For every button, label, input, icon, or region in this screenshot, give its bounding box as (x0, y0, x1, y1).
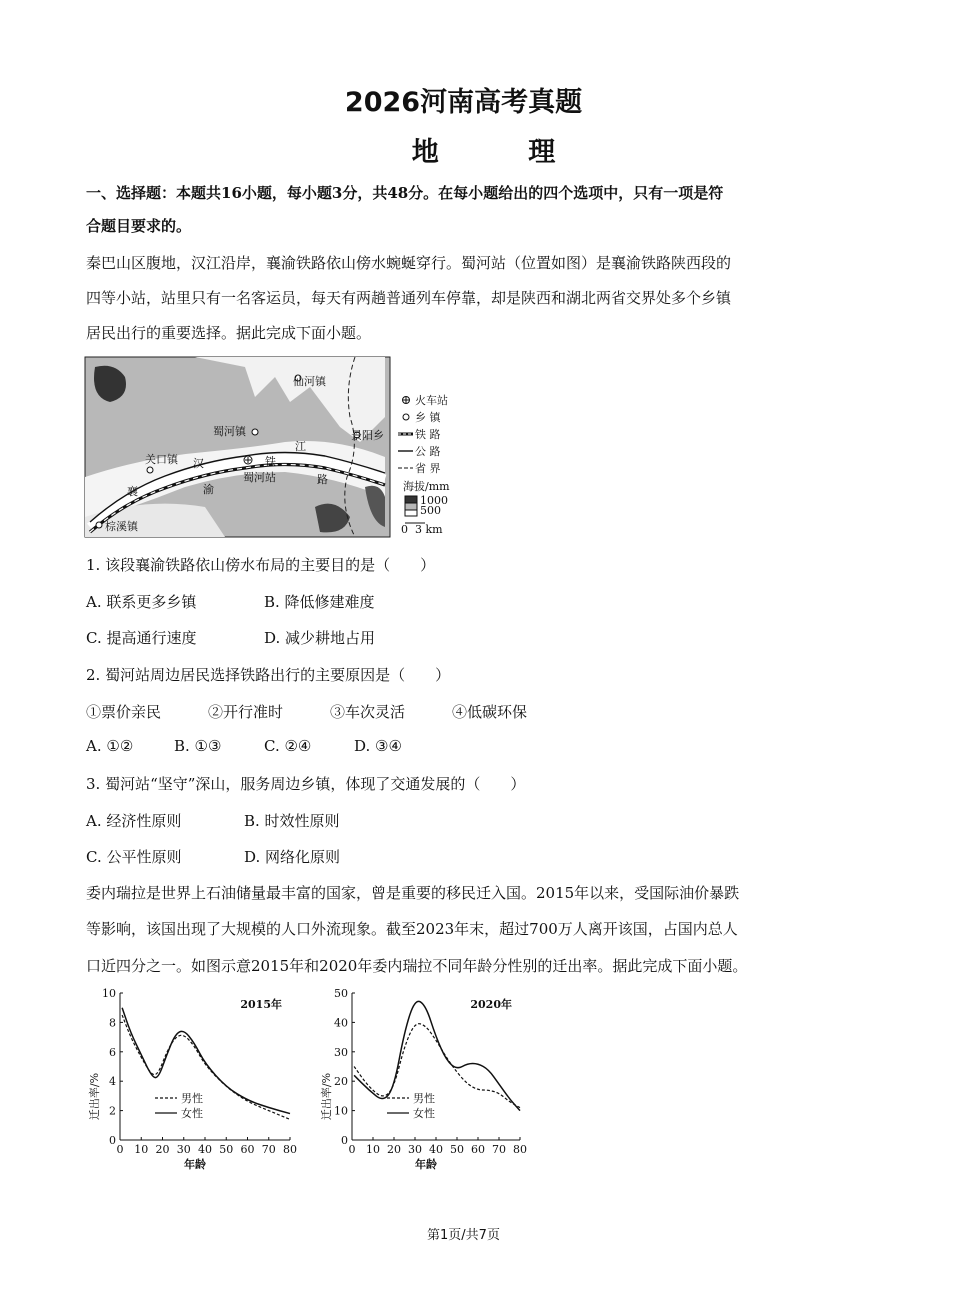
q3-stem: 3. 蜀河站“坚守”深山，服务周边乡镇，体现了交通发展的（ ） (86, 775, 526, 793)
q2-options (86, 737, 846, 755)
legend-station-label: 火车站 (415, 394, 448, 407)
map-figure (85, 357, 450, 539)
charts-figure (85, 985, 525, 1175)
legend-elev-0-swatch (405, 510, 417, 516)
label-guankou: 关口镇 (145, 453, 178, 466)
label-lu: 路 (317, 473, 328, 486)
chart0-x-tick-label: 10 (134, 1143, 149, 1156)
legend-elev-500-label: 500 (420, 504, 441, 517)
chart0-title: 2015年 (240, 998, 282, 1011)
q3-options-cd (86, 846, 846, 867)
chart1-x-tick-label: 40 (429, 1143, 443, 1156)
chart0-y-tick-label: 8 (109, 1016, 116, 1030)
q3-option-b[interactable]: B. 时效性原则 (244, 812, 340, 830)
q2-option-c[interactable]: C. ②④ (264, 737, 312, 755)
chart0-y-tick-label: 2 (109, 1104, 116, 1118)
label-jiang: 江 (295, 440, 306, 453)
chart1-x-tick-label: 50 (450, 1143, 464, 1156)
q1-option-b[interactable]: B. 降低修建难度 (264, 593, 375, 611)
legend-elev-1000-swatch (405, 496, 417, 503)
legend-town-icon (403, 414, 409, 420)
chart0-ylabel: 迁出率/% (88, 1072, 101, 1121)
passage2-line3: 口近四分之一。如图示意2015年和2020年委内瑞拉不同年龄分性别的迁出率。据此完成下面小题。 (86, 957, 748, 975)
q2-option-a[interactable]: A. ①② (86, 737, 134, 755)
chart1-y-tick-label: 10 (334, 1104, 348, 1118)
chart0-x-tick-label: 50 (219, 1143, 234, 1156)
q1-option-c[interactable]: C. 提高通行速度 (86, 629, 197, 647)
chart1-x-tick-label: 60 (471, 1143, 485, 1156)
label-xiang: 襄 (127, 485, 138, 498)
chart0-series-female-line (122, 1008, 290, 1114)
chart1-y-tick-label: 0 (341, 1134, 348, 1147)
chart1-ylabel: 迁出率/% (320, 1072, 333, 1121)
q2-statement-4: ④低碳环保 (452, 703, 528, 721)
chart1-y-tick-label: 30 (334, 1045, 348, 1059)
legend-scale-3: 3 km (415, 523, 443, 536)
label-tie: 铁 (265, 455, 276, 468)
chart0-y-tick-label: 6 (109, 1045, 116, 1059)
passage2-line1: 委内瑞拉是世界上石油储量最丰富的国家，曾是重要的移民迁入国。2015年以来，受国际油价暴跌 (86, 884, 740, 902)
chart0-x-tick-label: 70 (261, 1143, 276, 1156)
chart1-y-tick-label: 40 (334, 1016, 348, 1030)
chart1-legend-male-label: 男性 (413, 1092, 435, 1105)
passage1-line3: 居民出行的重要选择。据此完成下面小题。 (86, 324, 372, 342)
town-marker-guankou (147, 467, 153, 473)
q1-option-d[interactable]: D. 减少耕地占用 (264, 629, 376, 647)
chart1-x-tick-label: 0 (348, 1143, 356, 1156)
legend-boundary-label: 省 界 (415, 462, 441, 475)
chart0-x-tick-label: 0 (116, 1143, 124, 1156)
chart1-x-tick-label: 30 (408, 1143, 422, 1156)
town-marker-shuhe (252, 429, 258, 435)
q3-option-c[interactable]: C. 公平性原则 (86, 848, 182, 866)
chart0-x-tick-label: 80 (283, 1143, 297, 1156)
label-yu: 渝 (203, 483, 214, 496)
chart0-xlabel: 年龄 (184, 1158, 206, 1171)
chart0-y-tick-label: 0 (109, 1134, 116, 1147)
section-heading-cont: 合题目要求的。 (86, 217, 192, 235)
page-footer: 第1页/共7页 (427, 1228, 500, 1243)
document-title: 2026河南高考真题 (344, 87, 583, 118)
passage1-line2: 四等小站，站里只有一名客运员，每天有两趟普通列车停靠，却是陕西和湖北两省交界处多个乡镇 (86, 289, 732, 307)
legend-scale-0: 0 (401, 523, 408, 536)
legend-elev-1000-label: 1000 (420, 494, 448, 507)
map-svg (85, 357, 450, 539)
q2-statements (86, 701, 846, 722)
label-xianhe: 仙河镇 (293, 375, 326, 388)
legend-elevation-title: 海拔/mm (403, 480, 450, 493)
q2-option-b[interactable]: B. ①③ (174, 737, 222, 755)
section-heading: 一、选择题：本题共16小题，每小题3分，共48分。在每小题给出的四个选项中，只有一项是符 (86, 184, 724, 202)
chart0-legend-male-label: 男性 (181, 1092, 203, 1105)
q1-options-ab (86, 591, 846, 612)
legend-elev-500-swatch (405, 503, 417, 510)
passage1-line1: 秦巴山区腹地，汉江沿岸，襄渝铁路依山傍水蜿蜒穿行。蜀河站（位置如图）是襄渝铁路陕西段的 (86, 254, 732, 272)
q1-stem: 1. 该段襄渝铁路依山傍水布局的主要目的是（ ） (86, 556, 436, 574)
chart1-x-tick-label: 80 (513, 1143, 527, 1156)
chart0-x-tick-label: 30 (176, 1143, 191, 1156)
q2-statement-3: ③车次灵活 (330, 703, 406, 721)
label-han: 汉 (193, 457, 204, 470)
chart1-series-male-line (354, 1024, 520, 1108)
q2-statement-2: ②开行准时 (208, 703, 284, 721)
q3-option-a[interactable]: A. 经济性原则 (86, 812, 182, 830)
passage2-line2: 等影响，该国出现了大规模的人口外流现象。截至2023年末，超过700万人离开该国，占国内总人 (86, 920, 738, 938)
charts-svg (85, 985, 525, 1175)
legend-highway-label: 公 路 (415, 445, 441, 458)
q3-option-d[interactable]: D. 网络化原则 (244, 848, 341, 866)
q2-statement-1: ①票价亲民 (86, 703, 162, 721)
q2-stem: 2. 蜀河站周边居民选择铁路出行的主要原因是（ ） (86, 666, 451, 684)
legend-town-label: 乡 镇 (415, 411, 441, 424)
label-jingyang: 景阳乡 (351, 429, 384, 442)
label-zongxi: 棕溪镇 (105, 520, 138, 533)
q1-option-a[interactable]: A. 联系更多乡镇 (86, 593, 197, 611)
label-shuhe-town: 蜀河镇 (213, 425, 246, 438)
legend-railway-label: 铁 路 (415, 428, 441, 441)
q2-option-d[interactable]: D. ③④ (354, 737, 402, 755)
chart0-x-tick-label: 60 (240, 1143, 255, 1156)
q1-options-cd (86, 627, 846, 648)
chart0-legend-female-label: 女性 (181, 1107, 203, 1120)
chart1-xlabel: 年龄 (415, 1158, 437, 1171)
chart1-y-tick-label: 20 (334, 1075, 348, 1089)
chart0-x-tick-label: 20 (155, 1143, 170, 1156)
chart1-y-tick-label: 50 (334, 987, 348, 1000)
chart1-title: 2020年 (470, 998, 512, 1011)
chart0-x-tick-label: 40 (198, 1143, 212, 1156)
chart1-x-tick-label: 20 (387, 1143, 401, 1156)
chart1-x-tick-label: 70 (492, 1143, 506, 1156)
chart0-y-tick-label: 4 (109, 1075, 116, 1089)
chart1-x-tick-label: 10 (366, 1143, 380, 1156)
q3-options-ab (86, 810, 846, 831)
chart1-legend-female-label: 女性 (413, 1107, 435, 1120)
label-shuhe-station: 蜀河站 (243, 471, 276, 484)
subject-title: 地 理 (411, 137, 596, 168)
town-marker-zongxi (96, 522, 102, 528)
chart0-y-tick-label: 10 (102, 987, 116, 1000)
